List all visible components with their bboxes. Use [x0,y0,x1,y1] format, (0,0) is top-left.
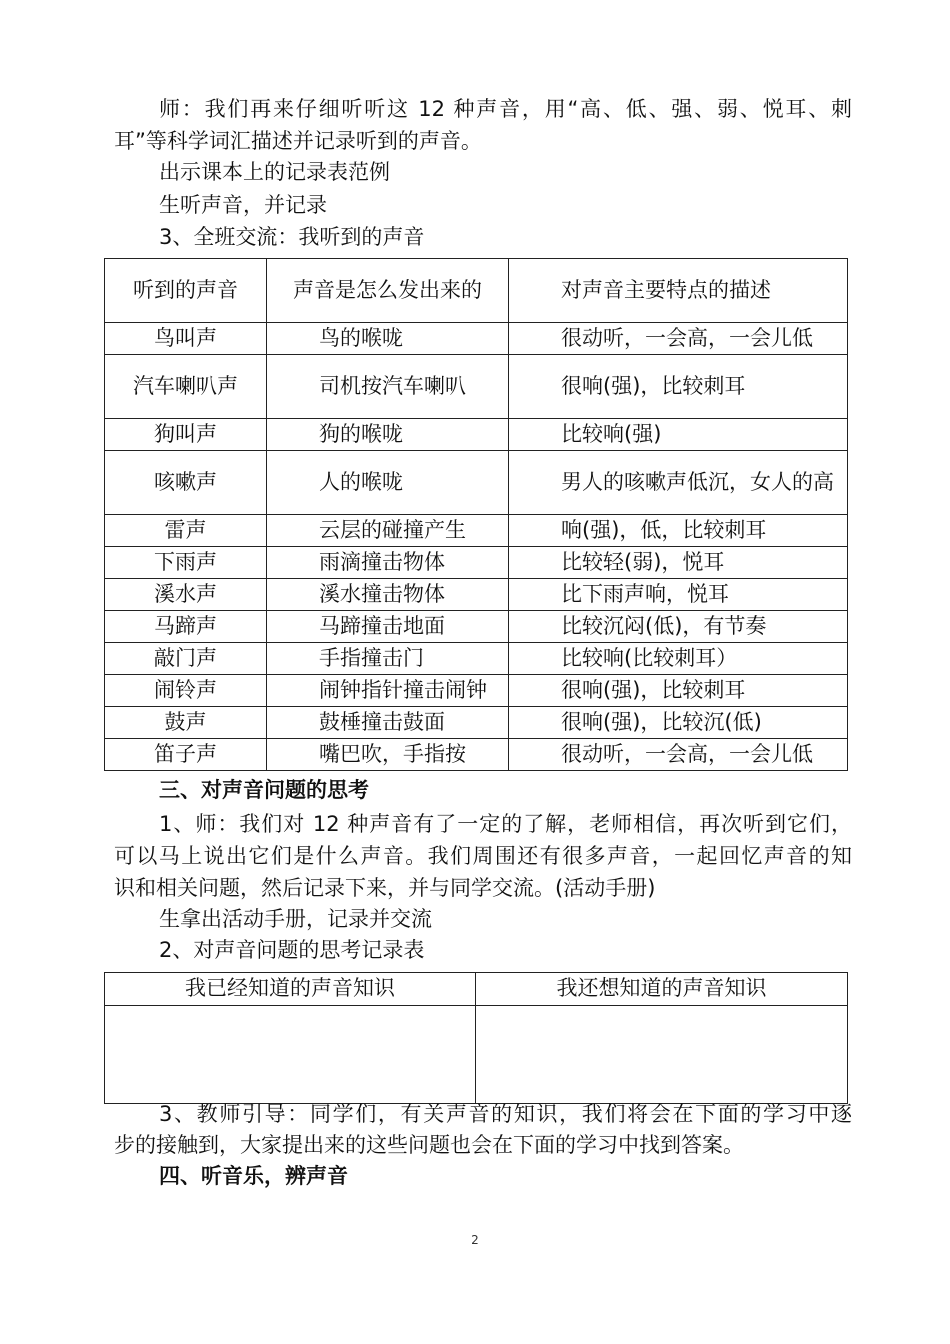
table-row [105,739,848,771]
sound-name: 狗叫声 [105,419,267,451]
paragraph-line: 师：我们再来仔细听听这 12 种声音，用“高、低、强、弱、悦耳、刺 [159,97,852,121]
paragraph-line: 可以马上说出它们是什么声音。我们周围还有很多声音，一起回忆声音的知 [114,844,852,868]
paragraph-line: 识和相关问题，然后记录下来，并与同学交流。(活动手册) [114,876,656,900]
paragraph-line: 3、全班交流：我听到的声音 [159,225,425,249]
table-row [105,579,848,611]
table-row [105,547,848,579]
sound-description: 比较响(比较刺耳） [509,643,848,675]
sound-description: 很响(强)，比较沉(低) [509,707,848,739]
sound-source: 嘴巴吹，手指按 [267,739,509,771]
header-cell-sound: 听到的声音 [105,259,267,323]
table-row [105,323,848,355]
section-heading: 三、对声音问题的思考 [159,778,369,802]
header-cell-description: 对声音主要特点的描述 [509,259,848,323]
sound-name: 马蹄声 [105,611,267,643]
sound-name: 咳嗽声 [105,451,267,515]
sound-name: 敲门声 [105,643,267,675]
table-row [105,707,848,739]
table-header-row [105,973,848,1006]
sound-description: 比较响(强) [509,419,848,451]
paragraph-line: 3、教师引导：同学们，有关声音的知识，我们将会在下面的学习中逐 [159,1102,852,1126]
sound-question-table [104,972,848,1104]
sound-name: 雷声 [105,515,267,547]
sound-record-table [104,258,848,771]
paragraph-line: 耳”等科学词汇描述并记录听到的声音。 [114,129,482,153]
table-row [105,419,848,451]
page-number: 2 [471,1233,479,1247]
table-row [105,675,848,707]
sound-source: 闹钟指针撞击闹钟 [267,675,509,707]
section-heading: 四、听音乐，辨声音 [159,1164,348,1188]
sound-source: 雨滴撞击物体 [267,547,509,579]
empty-cell-known [105,1006,476,1104]
table-row [105,355,848,419]
sound-source: 手指撞击门 [267,643,509,675]
table-row [105,451,848,515]
table-header-row [105,259,848,323]
sound-source: 溪水撞击物体 [267,579,509,611]
sound-source: 狗的喉咙 [267,419,509,451]
header-cell-source: 声音是怎么发出来的 [267,259,509,323]
sound-name: 鼓声 [105,707,267,739]
sound-name: 闹铃声 [105,675,267,707]
table-row [105,1006,848,1104]
table-row [105,611,848,643]
paragraph-line: 出示课本上的记录表范例 [159,160,390,184]
sound-description: 比较沉闷(低)，有节奏 [509,611,848,643]
sound-source: 鼓棰撞击鼓面 [267,707,509,739]
sound-source: 马蹄撞击地面 [267,611,509,643]
header-cell-known: 我已经知道的声音知识 [105,973,476,1006]
sound-description: 比下雨声响，悦耳 [509,579,848,611]
sound-source: 云层的碰撞产生 [267,515,509,547]
sound-description: 很响(强)，比较刺耳 [509,355,848,419]
paragraph-line: 2、对声音问题的思考记录表 [159,938,425,962]
paragraph-line: 步的接触到，大家提出来的这些问题也会在下面的学习中找到答案。 [114,1133,744,1157]
sound-name: 鸟叫声 [105,323,267,355]
paragraph-line: 1、师：我们对 12 种声音有了一定的了解，老师相信，再次听到它们， [159,812,852,836]
sound-description: 响(强)，低，比较刺耳 [509,515,848,547]
sound-name: 下雨声 [105,547,267,579]
sound-source: 人的喉咙 [267,451,509,515]
sound-source: 司机按汽车喇叭 [267,355,509,419]
paragraph-line: 生拿出活动手册，记录并交流 [159,907,432,931]
sound-description: 男人的咳嗽声低沉，女人的高 [509,451,848,515]
sound-description: 很动听，一会高，一会儿低 [509,739,848,771]
table-row [105,643,848,675]
sound-name: 溪水声 [105,579,267,611]
sound-description: 很响(强)，比较刺耳 [509,675,848,707]
empty-cell-want-to-know [476,1006,848,1104]
sound-name: 汽车喇叭声 [105,355,267,419]
sound-description: 比较轻(弱)，悦耳 [509,547,848,579]
table-row [105,515,848,547]
sound-name: 笛子声 [105,739,267,771]
sound-description: 很动听，一会高，一会儿低 [509,323,848,355]
header-cell-want-to-know: 我还想知道的声音知识 [476,973,848,1006]
sound-source: 鸟的喉咙 [267,323,509,355]
paragraph-line: 生听声音，并记录 [159,193,327,217]
